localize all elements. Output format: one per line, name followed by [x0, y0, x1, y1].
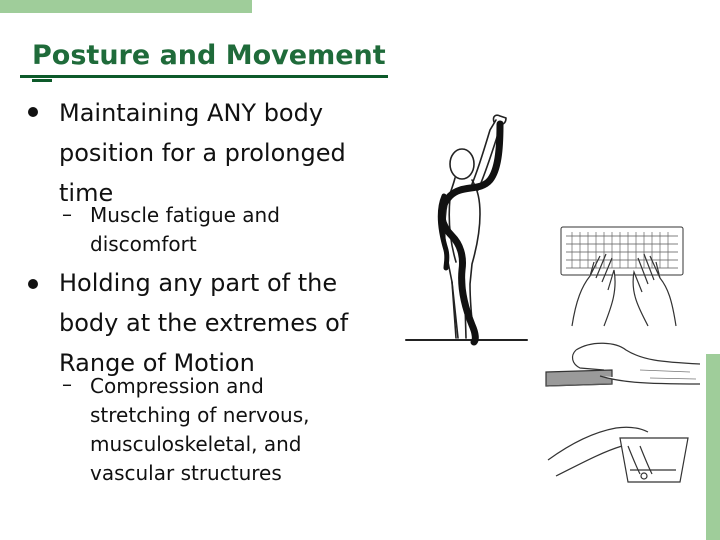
sub-bullet-text: Compression and stretching of nervous, musculoskeletal, and vascular structures — [90, 374, 310, 485]
sub-bullet-dash: – — [62, 202, 72, 226]
slide-title: Posture and Movement — [32, 40, 386, 71]
mouse-wrist-illustration — [546, 343, 700, 386]
sub-bullet-dash: – — [62, 372, 72, 396]
tray-hand-illustration — [548, 427, 688, 482]
bullet-text: Holding any part of the body at the extremes of Range of Motion — [59, 269, 349, 377]
sub-bullet-text: Muscle fatigue and discomfort — [90, 203, 280, 256]
bullet-text: Maintaining ANY body position for a prolonged time — [59, 99, 346, 207]
keyboard-hands-illustration — [561, 227, 683, 326]
